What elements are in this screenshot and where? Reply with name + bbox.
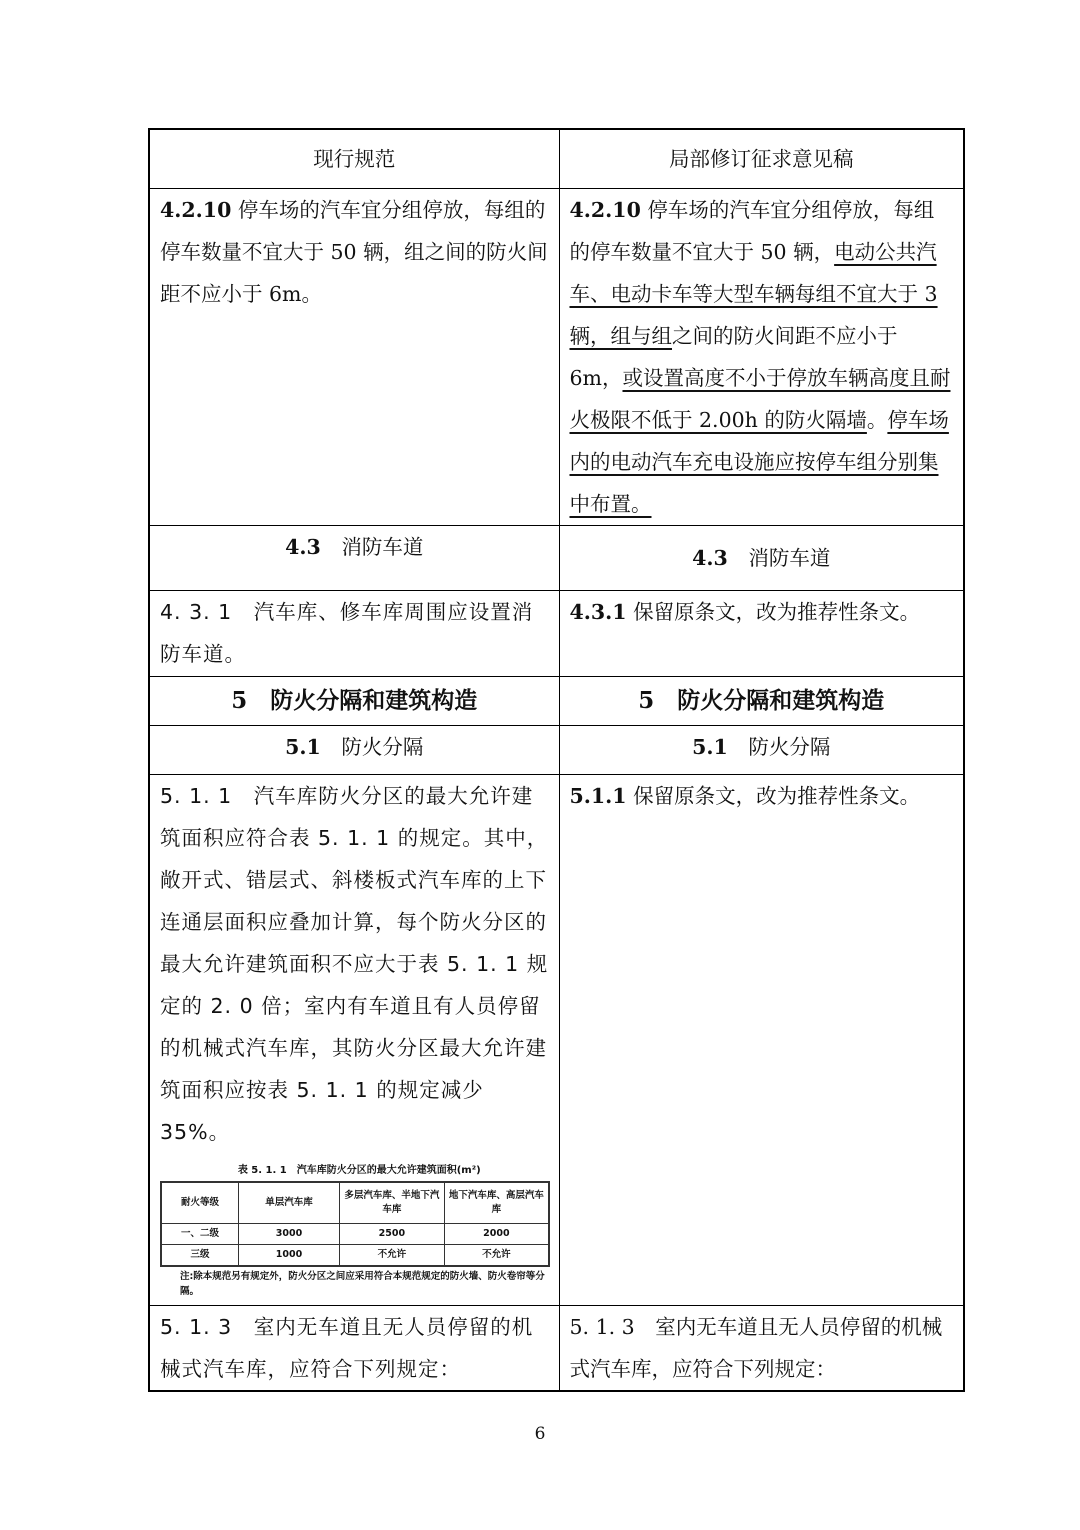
embedded-table-row xyxy=(161,1245,549,1267)
cell-current-4-3-1: 4. 3. 1 汽车库、修车库周围应设置消防车道。 xyxy=(149,591,559,677)
embedded-header-cell: 单层汽车库 xyxy=(239,1182,340,1224)
cell-current-4-2-10 xyxy=(149,189,559,526)
clause-text: 。 xyxy=(866,408,888,432)
embedded-cell: 3000 xyxy=(239,1224,340,1245)
clause-text: 5. 1. 1 汽车库防火分区的最大允许建筑面积应符合表 5. 1. 1 的规定。其中，敞开式、错层式、斜楼板式汽车库的上下连通层面积应叠加计算，每个防火分区的最大允许建筑面积不应大于表 5. 1. 1 规定的 2. 0 倍；室内有车道且有人员停留的机械式汽车库，其防火分区最大允许建筑面积应按表 5. 1. 1 的规定减少 35%。 xyxy=(160,784,549,1144)
section-number: 4.3 xyxy=(285,535,321,559)
embedded-cell: 不允许 xyxy=(444,1245,549,1267)
embedded-table-5-1-1 xyxy=(160,1163,549,1299)
clause-text: 停车场的汽车宜分组停放，每组的停车数量不宜大于 50 辆，组之间的防火间距不应小于 6m。 xyxy=(160,198,548,306)
row-4-2-10 xyxy=(149,189,964,526)
header-draft: 局部修订征求意见稿 xyxy=(559,129,964,189)
revised-text: 电动公共汽车、电动卡车等大型车辆每组不宜大于 3 辆， xyxy=(569,240,938,348)
chapter-draft-5: 5 防火分隔和建筑构造 xyxy=(559,677,964,726)
section-title: 防火分隔 xyxy=(748,735,831,759)
embedded-cell: 1000 xyxy=(239,1245,340,1267)
clause-number: 4.2.10 xyxy=(569,198,641,222)
section-title: 防火分隔 xyxy=(341,735,424,759)
row-section-4-3 xyxy=(149,526,964,591)
clause-number: 4.2.10 xyxy=(160,198,232,222)
cell-draft-4-2-10 xyxy=(559,189,964,526)
revised-text: 组与组 xyxy=(610,324,672,348)
embedded-table-row xyxy=(161,1224,549,1245)
cell-current-5-1-3: 5. 1. 3 室内无车道且无人员停留的机械式汽车库，应符合下列规定： xyxy=(149,1306,559,1392)
cell-draft-5-1-1 xyxy=(559,775,964,1306)
section-number: 5.1 xyxy=(692,735,728,759)
page-number: 6 xyxy=(534,1424,546,1444)
embedded-cell: 三级 xyxy=(161,1245,239,1267)
header-row xyxy=(149,129,964,189)
section-title: 消防车道 xyxy=(748,546,831,570)
header-current: 现行规范 xyxy=(149,129,559,189)
section-draft-4-3 xyxy=(559,526,964,591)
row-chapter-5 xyxy=(149,677,964,726)
cell-draft-5-1-3: 5. 1. 3 室内无车道且无人员停留的机械式汽车库，应符合下列规定： xyxy=(559,1306,964,1392)
embedded-table-header-row xyxy=(161,1182,549,1224)
row-5-1-3 xyxy=(149,1306,964,1392)
embedded-cell: 不允许 xyxy=(339,1245,444,1267)
embedded-header-cell: 多层汽车库、半地下汽车库 xyxy=(339,1182,444,1224)
clause-text: 保留原条文，改为推荐性条文。 xyxy=(633,784,921,808)
embedded-cell: 2000 xyxy=(444,1224,549,1245)
revised-text: 停车场内的电动汽车充电设施应按停车组分别集中布置。 xyxy=(569,408,949,516)
section-number: 4.3 xyxy=(692,546,728,570)
section-current-5-1 xyxy=(149,726,559,775)
row-4-3-1 xyxy=(149,591,964,677)
row-5-1-1 xyxy=(149,775,964,1306)
clause-text: 之间的防火间距不应小于 6m， xyxy=(569,324,898,390)
section-current-4-3 xyxy=(149,526,559,591)
section-number: 5.1 xyxy=(285,735,321,759)
embedded-header-cell: 耐火等级 xyxy=(161,1182,239,1224)
cell-draft-4-3-1 xyxy=(559,591,964,677)
section-draft-5-1 xyxy=(559,726,964,775)
embedded-header-cell: 地下汽车库、高层汽车库 xyxy=(444,1182,549,1224)
clause-number: 4.3.1 xyxy=(569,600,627,624)
revised-text: 或设置高度不小于停放车辆高度且耐火极限不低于 2.00h 的防火隔墙 xyxy=(569,366,951,432)
cell-current-5-1-1 xyxy=(149,775,559,1306)
embedded-table-caption: 表 5. 1. 1 汽车库防火分区的最大允许建筑面积(m²) xyxy=(237,1165,481,1176)
embedded-table xyxy=(160,1181,550,1267)
section-title: 消防车道 xyxy=(341,535,424,559)
embedded-cell: 2500 xyxy=(339,1224,444,1245)
clause-text: 停车场的汽车宜分组停放，每组的停车数量不宜大于 50 辆， xyxy=(569,198,935,264)
clause-text: 保留原条文，改为推荐性条文。 xyxy=(633,600,921,624)
row-section-5-1 xyxy=(149,726,964,775)
embedded-table-note: 注:除本规范另有规定外，防火分区之间应采用符合本规范规定的防火墙、防火卷帘等分隔。 xyxy=(180,1271,545,1297)
clause-number: 5.1.1 xyxy=(569,784,627,808)
comparison-table xyxy=(148,128,965,1392)
chapter-current-5: 5 防火分隔和建筑构造 xyxy=(149,677,559,726)
embedded-cell: 一、二级 xyxy=(161,1224,239,1245)
